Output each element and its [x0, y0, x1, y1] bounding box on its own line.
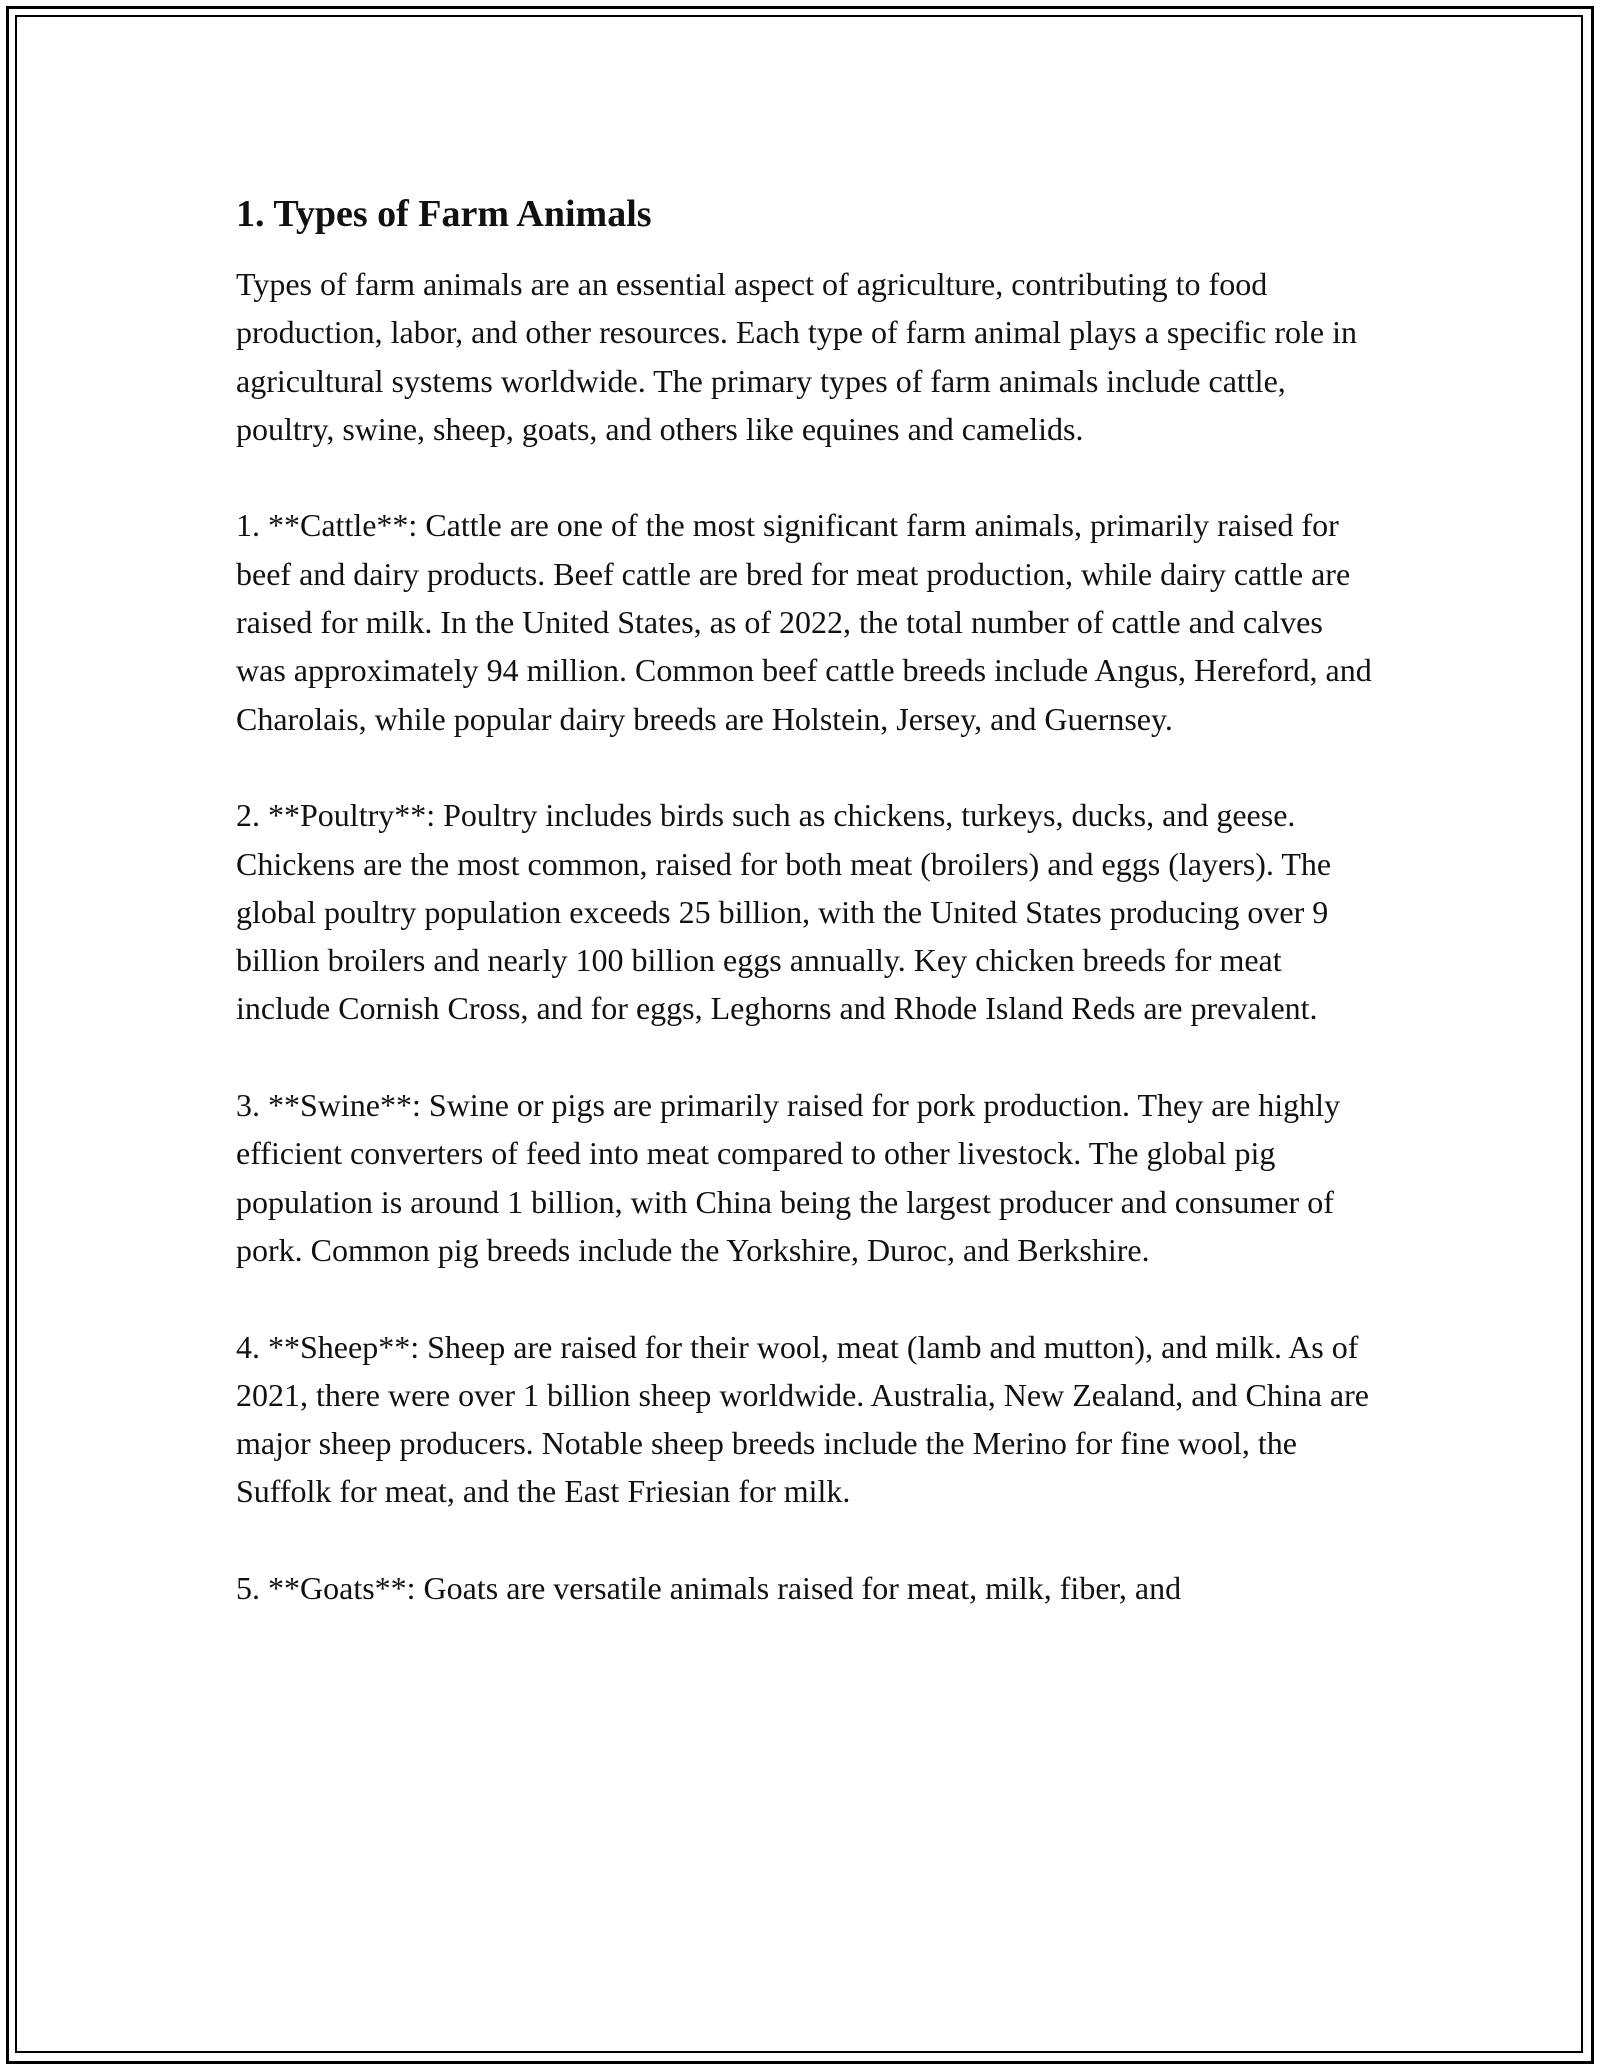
document-body [236, 186, 1376, 1612]
section-heading: 1. Types of Farm Animals [236, 193, 652, 235]
goats-paragraph: 5. **Goats**: Goats are versatile animals raised for meat, milk, fiber, and [236, 1570, 1182, 1607]
cattle-paragraph: 1. **Cattle**: Cattle are one of the most significant farm animals, primarily raised for beef and dairy products. Beef cattle are bred for meat production, while dairy cattle are raised for milk. In the United States, as of 2022, the total number of cattle and calves was approximately 94 million. Common beef cattle breeds include Angus, Hereford, and Charolais, while popular dairy breeds are Holstein, Jersey, and Guernsey. [236, 507, 1372, 737]
swine-paragraph: 3. **Swine**: Swine or pigs are primarily raised for pork production. They are highly efficient converters of feed into meat compared to other livestock. The global pig population is around 1 billion, with China being the largest producer and consumer of pork. Common pig breeds include the Yorkshire, Duroc, and Berkshire. [236, 1087, 1341, 1268]
poultry-paragraph: 2. **Poultry**: Poultry includes birds such as chickens, turkeys, ducks, and geese. Chickens are the most common, raised for both meat (broilers) and eggs (layers). The global poultry population exceeds 25 billion, with the United States producing over 9 billion broilers and nearly 100 billion eggs annually. Key chicken breeds for meat include Cornish Cross, and for eggs, Leghorns and Rhode Island Reds are prevalent. [236, 797, 1332, 1027]
sheep-paragraph: 4. **Sheep**: Sheep are raised for their wool, meat (lamb and mutton), and milk. As of 2021, there were over 1 billion sheep worldwide. Australia, New Zealand, and China are major sheep producers. Notable sheep breeds include the Merino for fine wool, the Suffolk for meat, and the East Friesian for milk. [236, 1328, 1369, 1510]
intro-paragraph: Types of farm animals are an essential aspect of agriculture, contributing to food production, labor, and other resources. Each type of farm animal plays a specific role in agricultural systems worldwide. The primary types of farm animals include cattle, poultry, swine, sheep, goats, and others like equines and camelids. [236, 266, 1357, 447]
